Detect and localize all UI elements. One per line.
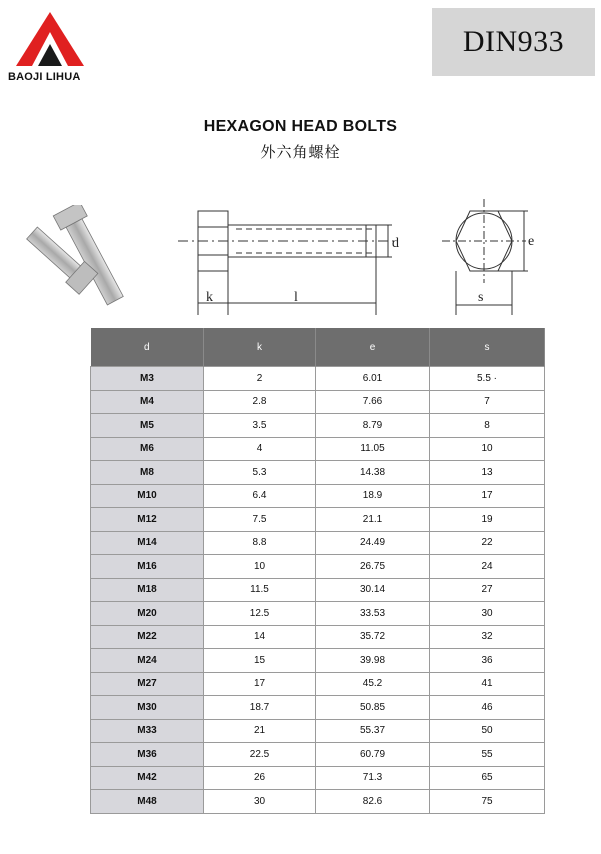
table-row <box>91 578 545 602</box>
cell-k: 3.5 <box>204 414 316 438</box>
cell-s: 65 <box>430 766 545 790</box>
cell-s: 13 <box>430 461 545 485</box>
table-row <box>91 555 545 579</box>
cell-s: 5.5 · <box>430 367 545 391</box>
cell-e: 50.85 <box>316 696 430 720</box>
cell-k: 14 <box>204 625 316 649</box>
cell-d: M14 <box>91 531 204 555</box>
cell-s: 30 <box>430 602 545 626</box>
page-subtitle: 外六角螺栓 <box>260 144 341 161</box>
cell-s: 8 <box>430 414 545 438</box>
table-row <box>91 766 545 790</box>
cell-e: 82.6 <box>316 790 430 814</box>
table-row <box>91 437 545 461</box>
cell-d: M24 <box>91 649 204 673</box>
table-row <box>91 508 545 532</box>
cell-d: M16 <box>91 555 204 579</box>
header-e: e <box>316 328 430 367</box>
cell-s: 32 <box>430 625 545 649</box>
table-row <box>91 484 545 508</box>
cell-d: M42 <box>91 766 204 790</box>
header-s: s <box>430 328 545 367</box>
cell-e: 71.3 <box>316 766 430 790</box>
cell-e: 60.79 <box>316 743 430 767</box>
standard-badge <box>432 8 595 76</box>
header-k: k <box>204 328 316 367</box>
cell-s: 50 <box>430 719 545 743</box>
cell-k: 12.5 <box>204 602 316 626</box>
table-row <box>91 625 545 649</box>
cell-s: 41 <box>430 672 545 696</box>
cell-d: M4 <box>91 390 204 414</box>
cell-d: M22 <box>91 625 204 649</box>
dim-e-label: e <box>528 234 535 249</box>
cell-s: 36 <box>430 649 545 673</box>
cell-k: 8.8 <box>204 531 316 555</box>
cell-s: 46 <box>430 696 545 720</box>
company-logo <box>8 8 92 88</box>
table-row <box>91 743 545 767</box>
cell-d: M33 <box>91 719 204 743</box>
cell-s: 10 <box>430 437 545 461</box>
dim-k-label: k <box>206 290 213 305</box>
cell-d: M48 <box>91 790 204 814</box>
cell-d: M5 <box>91 414 204 438</box>
logo-triangle-icon <box>14 10 86 70</box>
cell-s: 27 <box>430 578 545 602</box>
cell-d: M8 <box>91 461 204 485</box>
cell-k: 7.5 <box>204 508 316 532</box>
dim-s-label: s <box>478 290 484 305</box>
cell-e: 39.98 <box>316 649 430 673</box>
cell-e: 7.66 <box>316 390 430 414</box>
cell-s: 55 <box>430 743 545 767</box>
dim-l-label: l <box>294 290 298 305</box>
table-row <box>91 672 545 696</box>
cell-e: 6.01 <box>316 367 430 391</box>
cell-e: 14.38 <box>316 461 430 485</box>
cell-k: 10 <box>204 555 316 579</box>
cell-d: M18 <box>91 578 204 602</box>
cell-e: 26.75 <box>316 555 430 579</box>
table-row <box>91 367 545 391</box>
cell-e: 30.14 <box>316 578 430 602</box>
cell-k: 2.8 <box>204 390 316 414</box>
cell-k: 6.4 <box>204 484 316 508</box>
cell-k: 17 <box>204 672 316 696</box>
cell-d: M30 <box>91 696 204 720</box>
cell-s: 22 <box>430 531 545 555</box>
table-row <box>91 649 545 673</box>
cell-e: 21.1 <box>316 508 430 532</box>
cell-k: 30 <box>204 790 316 814</box>
table-row <box>91 602 545 626</box>
table-row <box>91 790 545 814</box>
cell-e: 8.79 <box>316 414 430 438</box>
cell-d: M27 <box>91 672 204 696</box>
cell-k: 22.5 <box>204 743 316 767</box>
table-row <box>91 390 545 414</box>
bolt-photo <box>14 205 154 315</box>
table-row <box>91 531 545 555</box>
cell-s: 75 <box>430 790 545 814</box>
table-row <box>91 414 545 438</box>
cell-s: 24 <box>430 555 545 579</box>
bolt-side-view-diagram <box>176 197 408 315</box>
table-row <box>91 696 545 720</box>
cell-k: 5.3 <box>204 461 316 485</box>
cell-e: 24.49 <box>316 531 430 555</box>
header-d: d <box>91 328 204 367</box>
dimension-table <box>90 328 544 834</box>
table-row <box>91 719 545 743</box>
cell-k: 2 <box>204 367 316 391</box>
cell-k: 18.7 <box>204 696 316 720</box>
cell-k: 4 <box>204 437 316 461</box>
cell-d: M20 <box>91 602 204 626</box>
cell-e: 18.9 <box>316 484 430 508</box>
cell-e: 55.37 <box>316 719 430 743</box>
cell-d: M36 <box>91 743 204 767</box>
cell-d: M3 <box>91 367 204 391</box>
cell-s: 19 <box>430 508 545 532</box>
standard-label: DIN933 <box>462 25 565 58</box>
cell-k: 11.5 <box>204 578 316 602</box>
cell-d: M6 <box>91 437 204 461</box>
cell-k: 26 <box>204 766 316 790</box>
table-header-row <box>91 328 545 367</box>
cell-e: 45.2 <box>316 672 430 696</box>
cell-e: 11.05 <box>316 437 430 461</box>
cell-d: M10 <box>91 484 204 508</box>
bolt-end-view-diagram <box>428 197 540 315</box>
page-title: HEXAGON HEAD BOLTS <box>203 118 398 135</box>
table-row <box>91 461 545 485</box>
cell-e: 33.53 <box>316 602 430 626</box>
cell-s: 7 <box>430 390 545 414</box>
cell-d: M12 <box>91 508 204 532</box>
dim-d-label: d <box>392 236 399 251</box>
cell-k: 21 <box>204 719 316 743</box>
logo-text: BAOJI LIHUA <box>8 71 81 83</box>
cell-s: 17 <box>430 484 545 508</box>
cell-k: 15 <box>204 649 316 673</box>
cell-e: 35.72 <box>316 625 430 649</box>
